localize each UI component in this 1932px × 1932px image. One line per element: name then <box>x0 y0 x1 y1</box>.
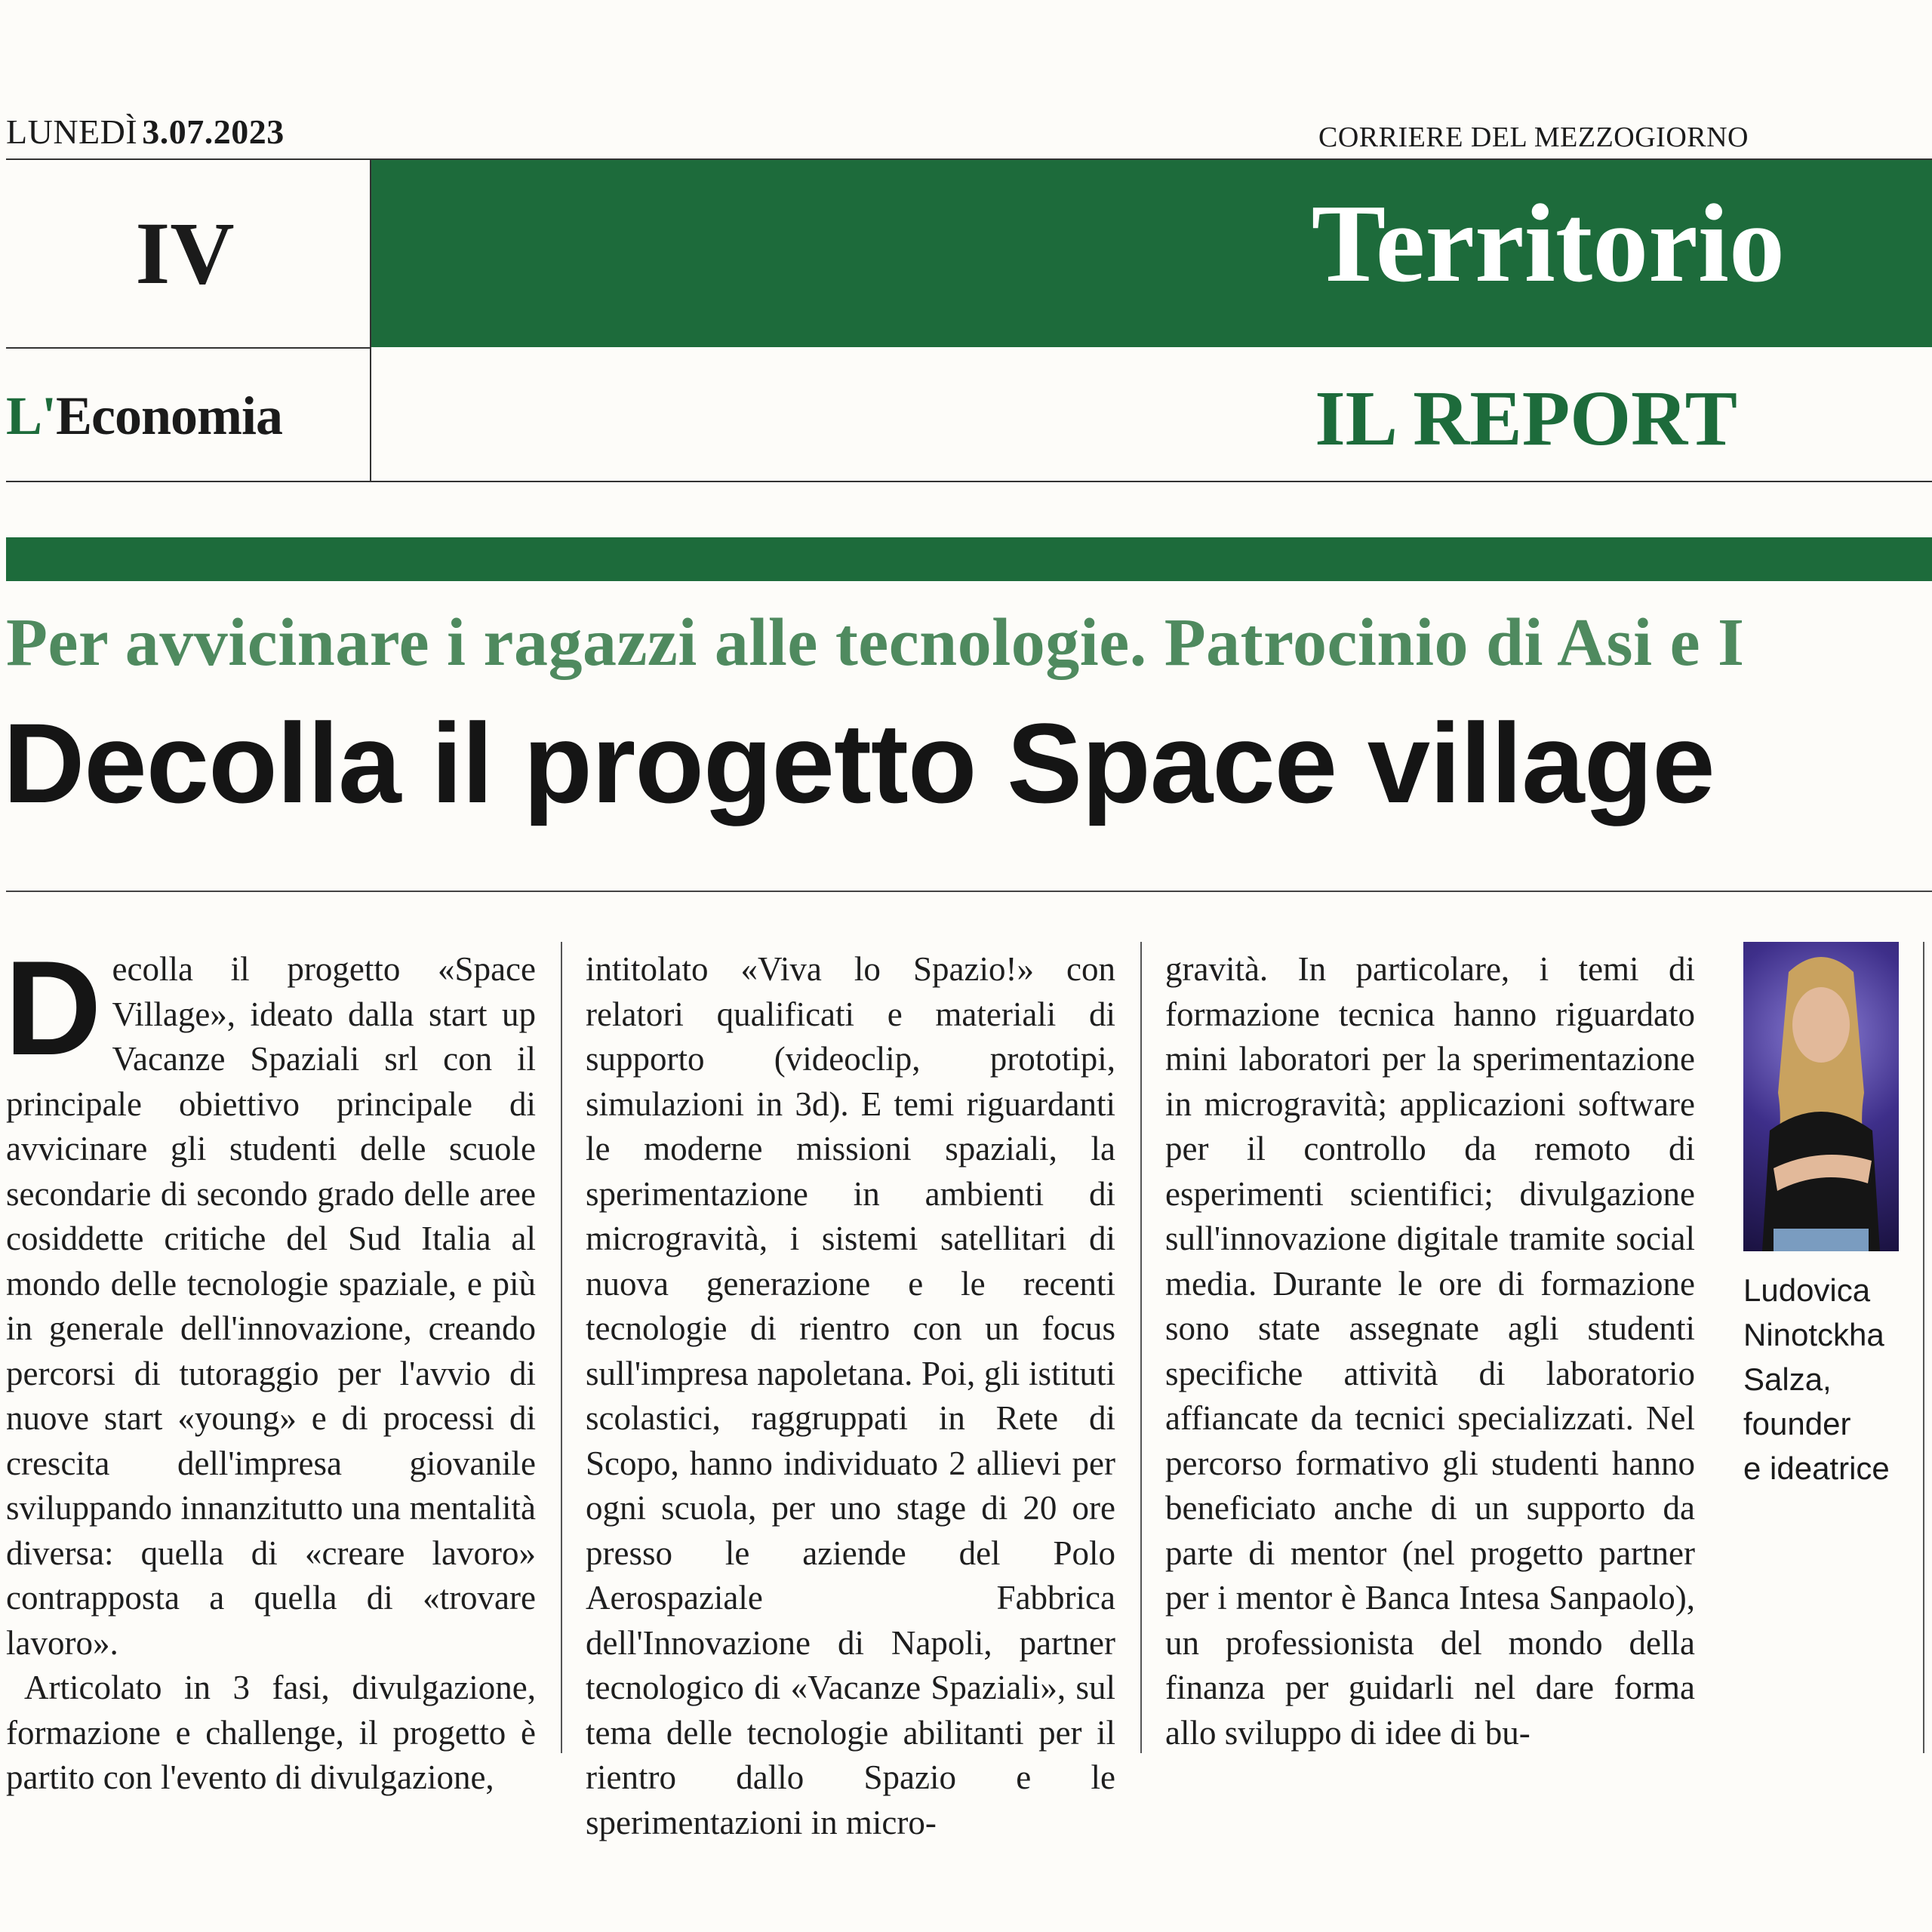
portrait-illustration <box>1743 942 1899 1251</box>
weekday: LUNEDÌ <box>6 112 138 151</box>
paragraph-4: gravità. In particolare, i temi di formazione tecnica hanno riguardato mini laboratori per la sperimentazione in microgravità; applicazioni software per il controllo da remoto di esperimenti scientifici; divulgazione sull'innovazione digitale tramite social media. Durante le ore di formazione sono state assegnate agli studenti specifiche attività di laboratorio affiancate da tecnici specializzati. Nel percorso formativo gli studenti hanno beneficiato anche di un supporto da parte di mentor (nel progetto partner per i mentor è Banca Intesa Sanpaolo), un professionista del mondo della finanza per guidarli nel dare forma allo sviluppo di idee di bu- <box>1165 950 1695 1752</box>
brand-logo <box>6 385 282 448</box>
newspaper-name: CORRIERE DEL MEZZOGIORNO <box>1318 122 1749 153</box>
bottom-rule <box>6 481 1932 482</box>
brand-name: Economia <box>56 386 283 446</box>
article-column-3 <box>1165 947 1695 1751</box>
founder-photo <box>1743 942 1899 1251</box>
report-label: IL REPORT <box>1315 375 1737 462</box>
paragraph-2: Articolato in 3 fasi, divulgazione, formazione e challenge, il progetto è partito con l'evento di divulgazione, <box>6 1669 536 1796</box>
column-divider-1 <box>561 942 562 1753</box>
kicker: Per avvicinare i ragazzi alle tecnologie. Patrocinio di Asi e I <box>6 605 1745 680</box>
article-column-1 <box>5 933 536 1796</box>
caption-line-4: founder <box>1743 1406 1851 1441</box>
headline-rule <box>6 891 1932 892</box>
paragraph-1: ecolla il progetto «Space Village», ideato dalla start up Vacanze Spaziali srl con il principale obiettivo principale di avvicinare gli studenti delle scuole secondarie di secondo grado delle aree cosiddette critiche del Sud Italia al mondo delle tecnologie spaziale, e più in generale dell'innovazione, creando percorsi di tutoraggio per l'avvio di nuove start «young» e di processi di crescita dell'impresa giovanile sviluppando innanzitutto una mentalità diversa: quella di «creare lavoro» contrapposta a quella di «trovare lavoro». <box>6 950 536 1662</box>
photo-caption <box>1743 1268 1890 1491</box>
column-divider-3 <box>1923 942 1924 1753</box>
paragraph-3: intitolato «Viva lo Spazio!» con relatori qualificati e materiali di supporto (videoclip, prototipi, simulazioni in 3d). E temi riguardanti le moderne missioni spaziali, la sperimentazione in ambienti di microgravità, i sistemi satellitari di nuova generazione e le recenti tecnologie di rientro con un focus sull'impresa napoletana. Poi, gli istituti scolastici, raggruppati in Rete di Scopo, hanno individuato 2 allievi per ogni scuola, per uno stage di 20 ore presso le aziende del Polo Aerospaziale Fabbrica dell'Innovazione di Napoli, partner tecnologico di «Vacanze Spaziali», sul tema delle tecnologie abilitanti per il rientro dallo Spazio e le sperimentazioni in micro- <box>586 950 1115 1841</box>
article-column-2 <box>586 947 1115 1841</box>
caption-line-2: Ninotckha <box>1743 1317 1884 1352</box>
masthead-date <box>6 112 285 152</box>
article-top-bar <box>6 537 1932 581</box>
caption-line-5: e ideatrice <box>1743 1451 1890 1486</box>
headline: Decolla il progetto Space village <box>3 700 1715 826</box>
mid-rule <box>6 347 371 349</box>
caption-line-1: Ludovica <box>1743 1272 1871 1308</box>
column-divider-2 <box>1140 942 1142 1753</box>
issue-date: 3.07.2023 <box>142 112 285 151</box>
caption-line-3: Salza, <box>1743 1361 1832 1397</box>
page-number: IV <box>135 204 235 303</box>
section-title: Territorio <box>1311 182 1785 306</box>
brand-prefix: L' <box>6 386 57 446</box>
drop-cap: D <box>5 933 102 1083</box>
